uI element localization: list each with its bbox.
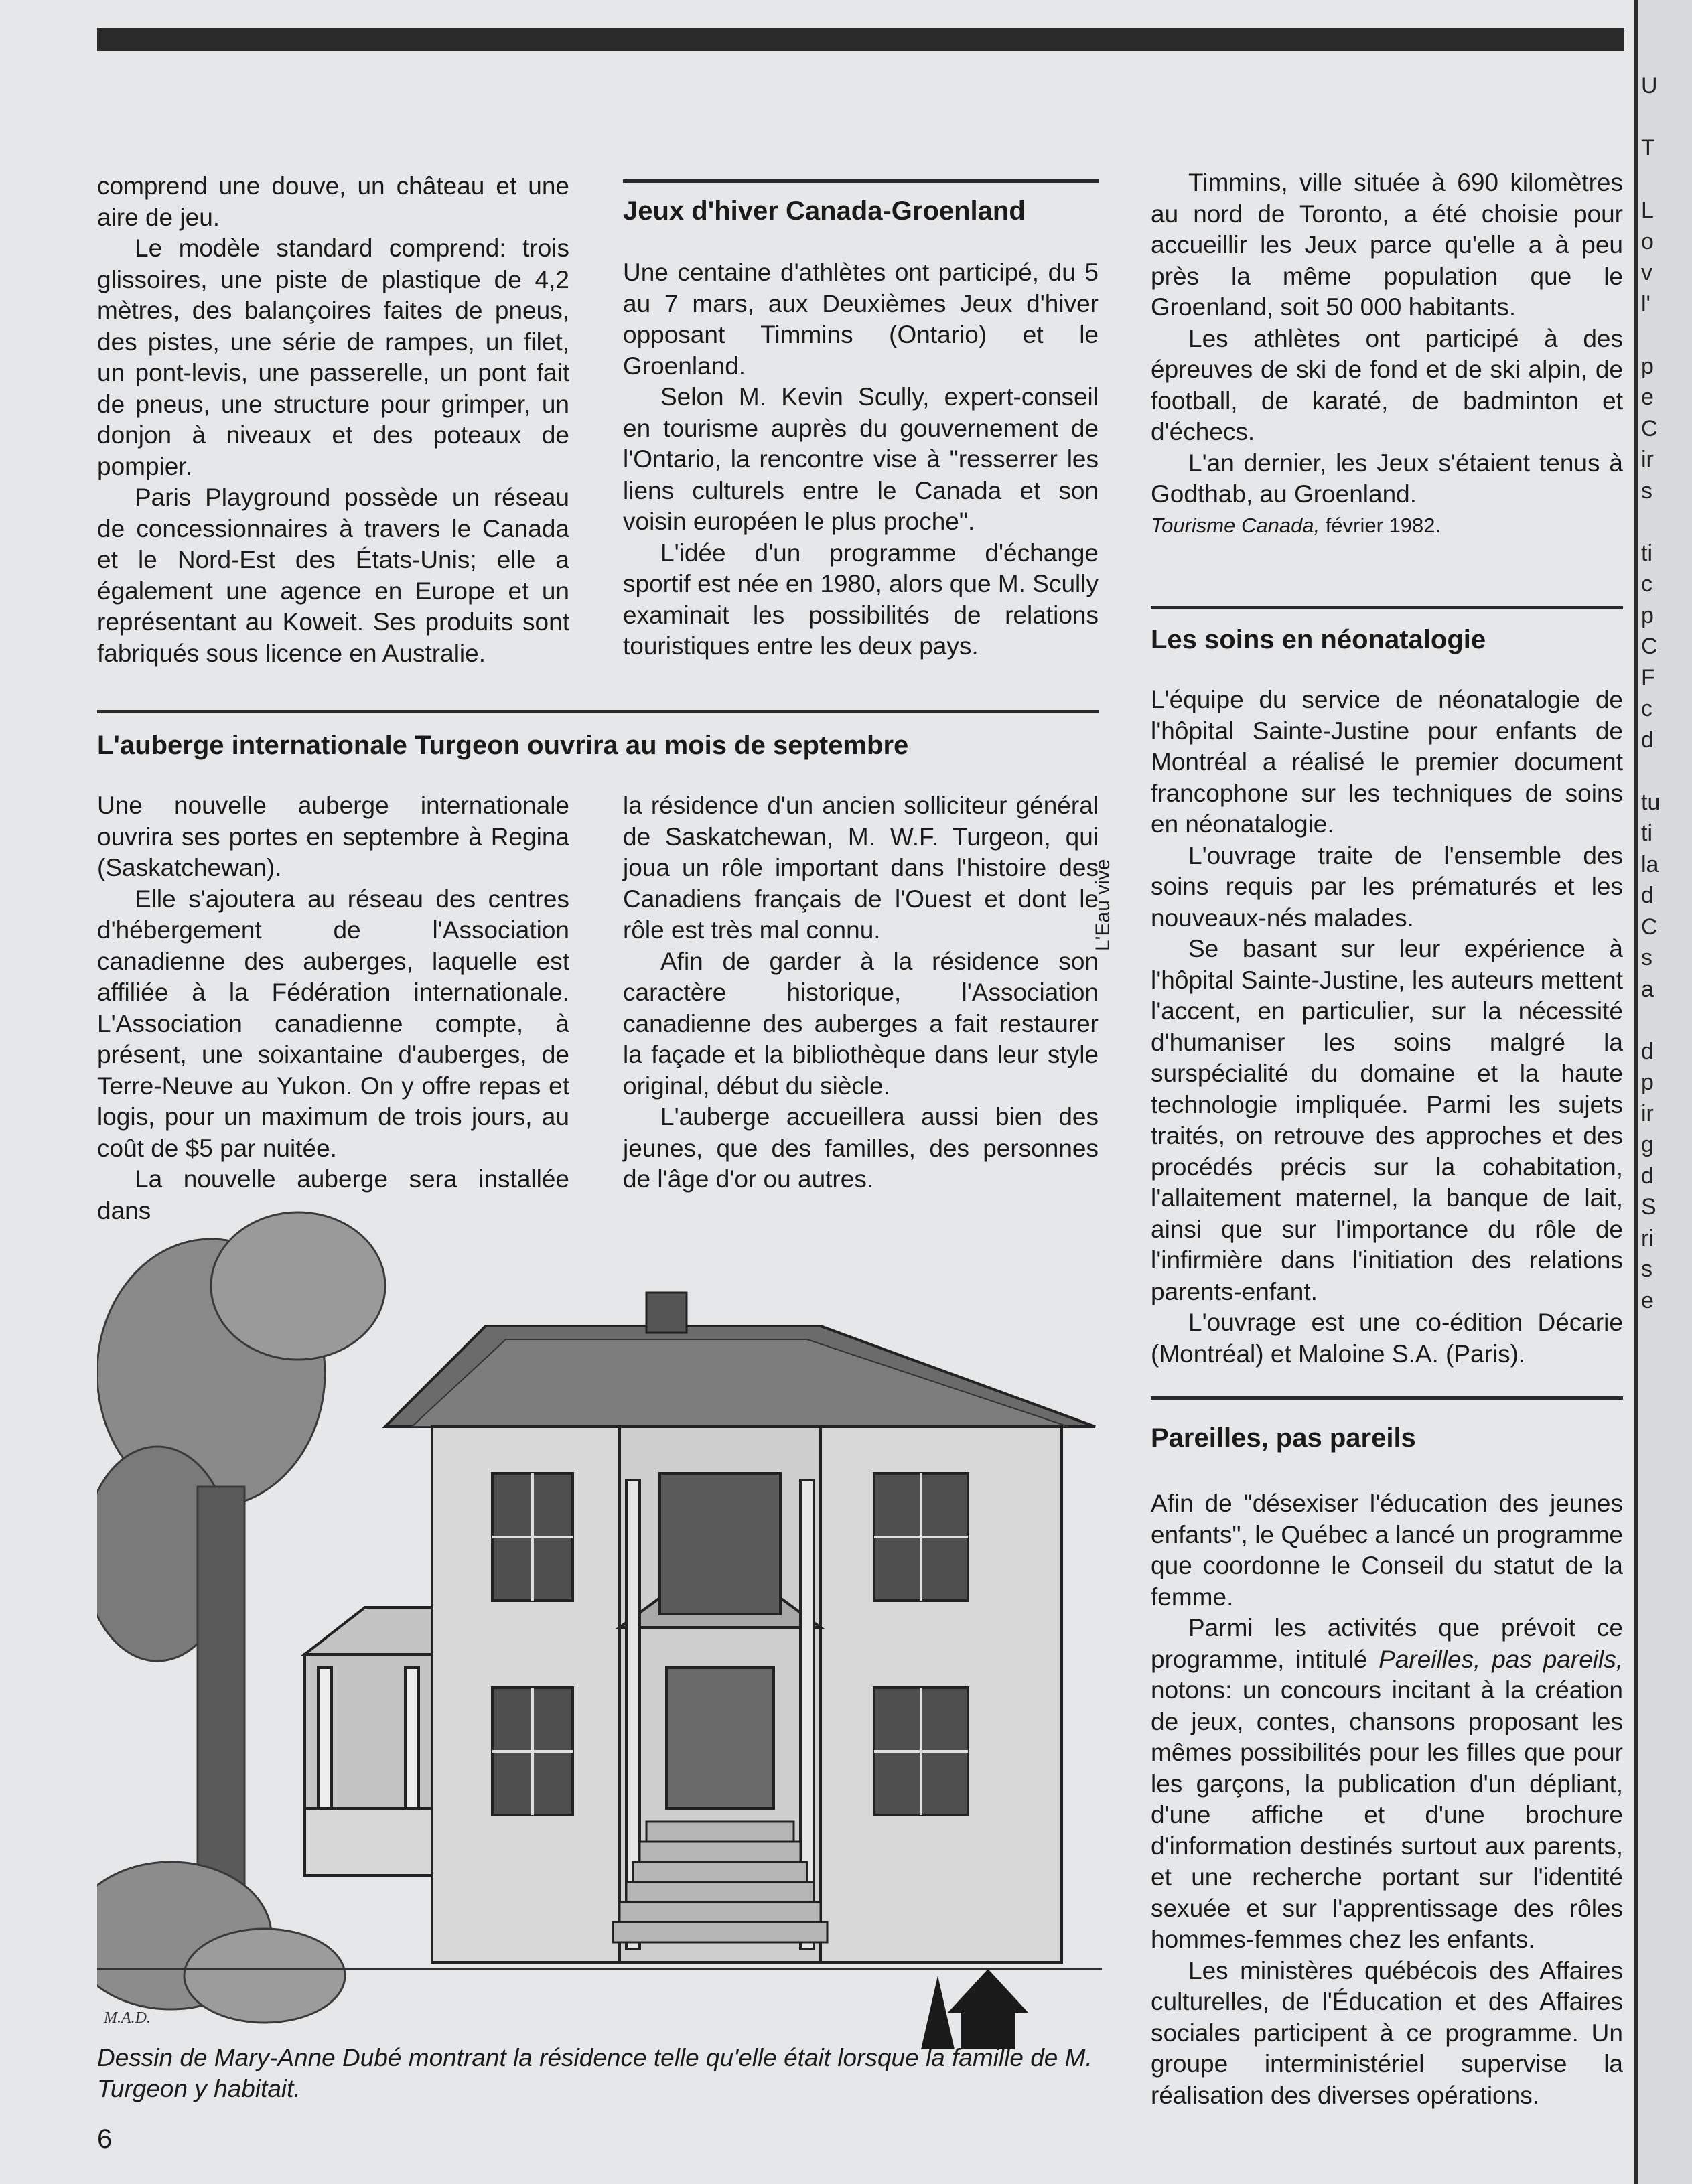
edge-glyph: c [1641,696,1652,721]
text-run: Parmi les activités que prévoit ce programme, intitulé [1151,1614,1623,1673]
paragraph: Le modèle standard comprend: trois glissoires, une piste de plastique de 4,2 mètres, des balançoires faites de pneus, des pistes, une série de rampes, un filet, un pont-levis, une passerelle, un pont fait de pneus, une structure pour grimper, un donjon à niveaux et des poteaux de pompier. [97,234,569,480]
edge-glyph: p [1641,1070,1654,1095]
top-rule [97,28,1624,51]
edge-glyph: L [1641,198,1654,223]
edge-glyph: C [1641,634,1658,659]
next-page-edge-text [1641,70,1688,1316]
pareilles-article [1151,1488,1623,2111]
edge-glyph: ti [1641,540,1652,566]
side-porch [305,1607,432,1875]
paragraph: comprend une douve, un château et une aire de jeu. [97,172,569,231]
edge-glyph [1641,102,1688,133]
edge-glyph: tu [1641,789,1661,815]
edge-glyph [1641,1005,1688,1036]
source-name: Tourisme Canada, [1151,513,1320,537]
paragraph: L'an dernier, les Jeux s'étaient tenus à Godthab, au Groenland. [1151,449,1623,508]
edge-glyph: S [1641,1194,1656,1220]
edge-glyph: d [1641,727,1654,753]
paragraph: Paris Playground possède un réseau de concessionnaires à travers le Canada et le Nord-Est des États-Unis; elle a également une agence en Europe et un représentant au Koweit. Ses produits sont fabriqués sous licence en Australie. [97,484,569,667]
hostel-logo-icon [921,1969,1028,2049]
edge-glyph [1641,164,1688,196]
edge-glyph: s [1641,1256,1652,1282]
edge-glyph: s [1641,478,1652,504]
edge-glyph [1641,755,1688,787]
jeux-article-col3 [1151,167,1623,541]
edge-glyph: d [1641,1038,1654,1064]
edge-glyph: ri [1641,1225,1654,1251]
paragraph: Une centaine d'athlètes ont participé, du 5 au 7 mars, aux Deuxièmes Jeux d'hiver opposant Timmins (Ontario) et le Groenland. [623,259,1099,380]
edge-glyph: s [1641,945,1652,970]
paragraph: Timmins, ville située à 690 kilomètres au nord de Toronto, a été choisie pour accueillir les Jeux parce qu'elle a à peu près la même population que le Groenland, soit 50 000 habitants. [1151,169,1623,321]
auberge-article-left [97,790,569,1226]
photo-credit: L'Eau vive [1092,859,1114,951]
paragraph: La nouvelle auberge sera installée dans [97,1165,569,1224]
edge-glyph [1641,319,1688,351]
edge-glyph: T [1641,135,1655,161]
tree-illustration [97,1212,385,2023]
drawing-caption: Dessin de Mary-Anne Dubé montrant la résidence telle qu'elle était lorsque la famille de M. Turgeon y habitait. [97,2044,1092,2102]
edge-glyph: d [1641,1163,1654,1189]
page-number: 6 [97,2124,113,2154]
headline-auberge: L'auberge internationale Turgeon ouvrira au mois de septembre [97,731,909,760]
paragraph: L'ouvrage est une co-édition Décarie (Montréal) et Maloine S.A. (Paris). [1151,1309,1623,1368]
section-rule [1151,1396,1623,1400]
jeux-article-col2 [623,257,1099,662]
edge-glyph: C [1641,914,1658,940]
paragraph: Les ministères québécois des Affaires culturelles, de l'Éducation et des Affaires sociales participent à ce programme. Un groupe interministériel supervise la réalisation des diverses opérations. [1151,1956,1623,2109]
source-date: février 1982. [1320,513,1441,537]
edge-glyph: e [1641,1287,1654,1313]
source-line [1151,510,1623,542]
edge-glyph: ti [1641,820,1652,846]
edge-glyph: la [1641,851,1659,877]
edge-glyph: p [1641,353,1654,379]
section-rule [97,710,1099,713]
edge-glyph: v [1641,260,1652,285]
playground-article [97,171,569,669]
headline-pareilles: Pareilles, pas pareils [1151,1423,1416,1453]
svg-text:M.A.D.: M.A.D. [104,2009,151,2027]
edge-glyph: c [1641,571,1652,597]
paragraph: Les athlètes ont participé à des épreuves de ski de fond et de ski alpin, de football, de karaté, de badminton et d'échecs. [1151,324,1623,445]
paragraph: L'ouvrage traite de l'ensemble des soins requis par les prématurés et les nouveaux-nés malades. [1151,841,1623,932]
paragraph: L'idée d'un programme d'échange sportif est née en 1980, alors que M. Scully examinait les possibilités de relations touristiques entre les deux pays. [623,538,1099,660]
edge-glyph: ir [1641,447,1654,472]
auberge-article-right [623,790,1099,1195]
paragraph [1151,1613,1623,1956]
paragraph: Une nouvelle auberge internationale ouvrira ses portes en septembre à Regina (Saskatchewan). [97,792,569,881]
program-title: Pareilles, pas pareils, [1379,1645,1623,1673]
headline-neonatalogie: Les soins en néonatalogie [1151,625,1486,654]
edge-glyph: U [1641,73,1658,98]
paragraph: Afin de garder à la résidence son caractère historique, l'Association canadienne des auberges a fait restaurer la façade et la bibliothèque dans leur style original, début du siècle. [623,947,1099,1100]
edge-glyph [1641,506,1688,538]
edge-glyph: d [1641,883,1654,908]
paragraph: la résidence d'un ancien solliciteur général de Saskatchewan, M. W.F. Turgeon, qui joua un rôle important dans l'histoire des Canadiens français de l'Ouest et dont le rôle est très mal connu. [623,792,1099,944]
edge-glyph: e [1641,384,1654,410]
section-rule [1151,606,1623,609]
paragraph: Afin de "désexiser l'éducation des jeunes enfants", le Québec a lancé un programme que coordonne le Conseil du statut de la femme. [1151,1489,1623,1611]
edge-glyph: a [1641,976,1654,1002]
paragraph: Se basant sur leur expérience à l'hôpital Sainte-Justine, les auteurs mettent l'accent, en particulier, sur la nécessité d'humaniser les soins malgré la surspécialité du domaine et la haute technologie impliquée. Parmi les sujets traités, on retrouve des approches et des procédés précis sur la cohabitation, l'allaitement maternel, la banque de lait, ainsi que sur l'importance du rôle de l'infirmière dans l'initiation des relations parents-enfant. [1151,935,1623,1305]
text-run: notons: un concours incitant à la création de jeux, contes, chansons proposant les mêmes possibilités pour les filles que pour les garçons, la publication d'un dépliant, d'une affiche et d'une brochure d'information destinés surtout aux parents, et une recherche portant sur l'identité sexuée et sur l'apprentissage des rôles hommes-femmes chez les enfants. [1151,1676,1623,1953]
edge-glyph: ir [1641,1100,1654,1126]
paragraph: L'équipe du service de néonatalogie de l'hôpital Sainte-Justine pour enfants de Montréal a réalisé le premier document francophone sur les techniques de soins en néonatalogie. [1151,686,1623,838]
house-drawing [97,1206,1102,2049]
edge-glyph: l' [1641,291,1651,317]
paragraph: Elle s'ajoutera au réseau des centres d'hébergement de l'Association canadienne des auberges, laquelle est affiliée à la Fédération internationale. L'Association canadienne compte, à présent, une soixantaine d'auberges, de Terre-Neuve au Yukon. On y offre repas et logis, pour un maximum de trois jours, au coût de $5 par nuitée. [97,885,569,1162]
paragraph: L'auberge accueillera aussi bien des jeunes, que des familles, des personnes de l'âge d'or ou autres. [623,1103,1099,1193]
edge-glyph: o [1641,228,1654,254]
paragraph: Selon M. Kevin Scully, expert-conseil en tourisme auprès du gouvernement de l'Ontario, la rencontre vise à "resserrer les liens culturels entre le Canada et son voisin européen le plus proche". [623,383,1099,535]
edge-glyph: p [1641,602,1654,628]
headline-jeux: Jeux d'hiver Canada-Groenland [623,196,1026,226]
edge-glyph: F [1641,664,1655,690]
section-rule [623,179,1099,183]
edge-glyph: C [1641,415,1658,441]
neonatalogie-article [1151,684,1623,1370]
edge-glyph: g [1641,1132,1654,1157]
